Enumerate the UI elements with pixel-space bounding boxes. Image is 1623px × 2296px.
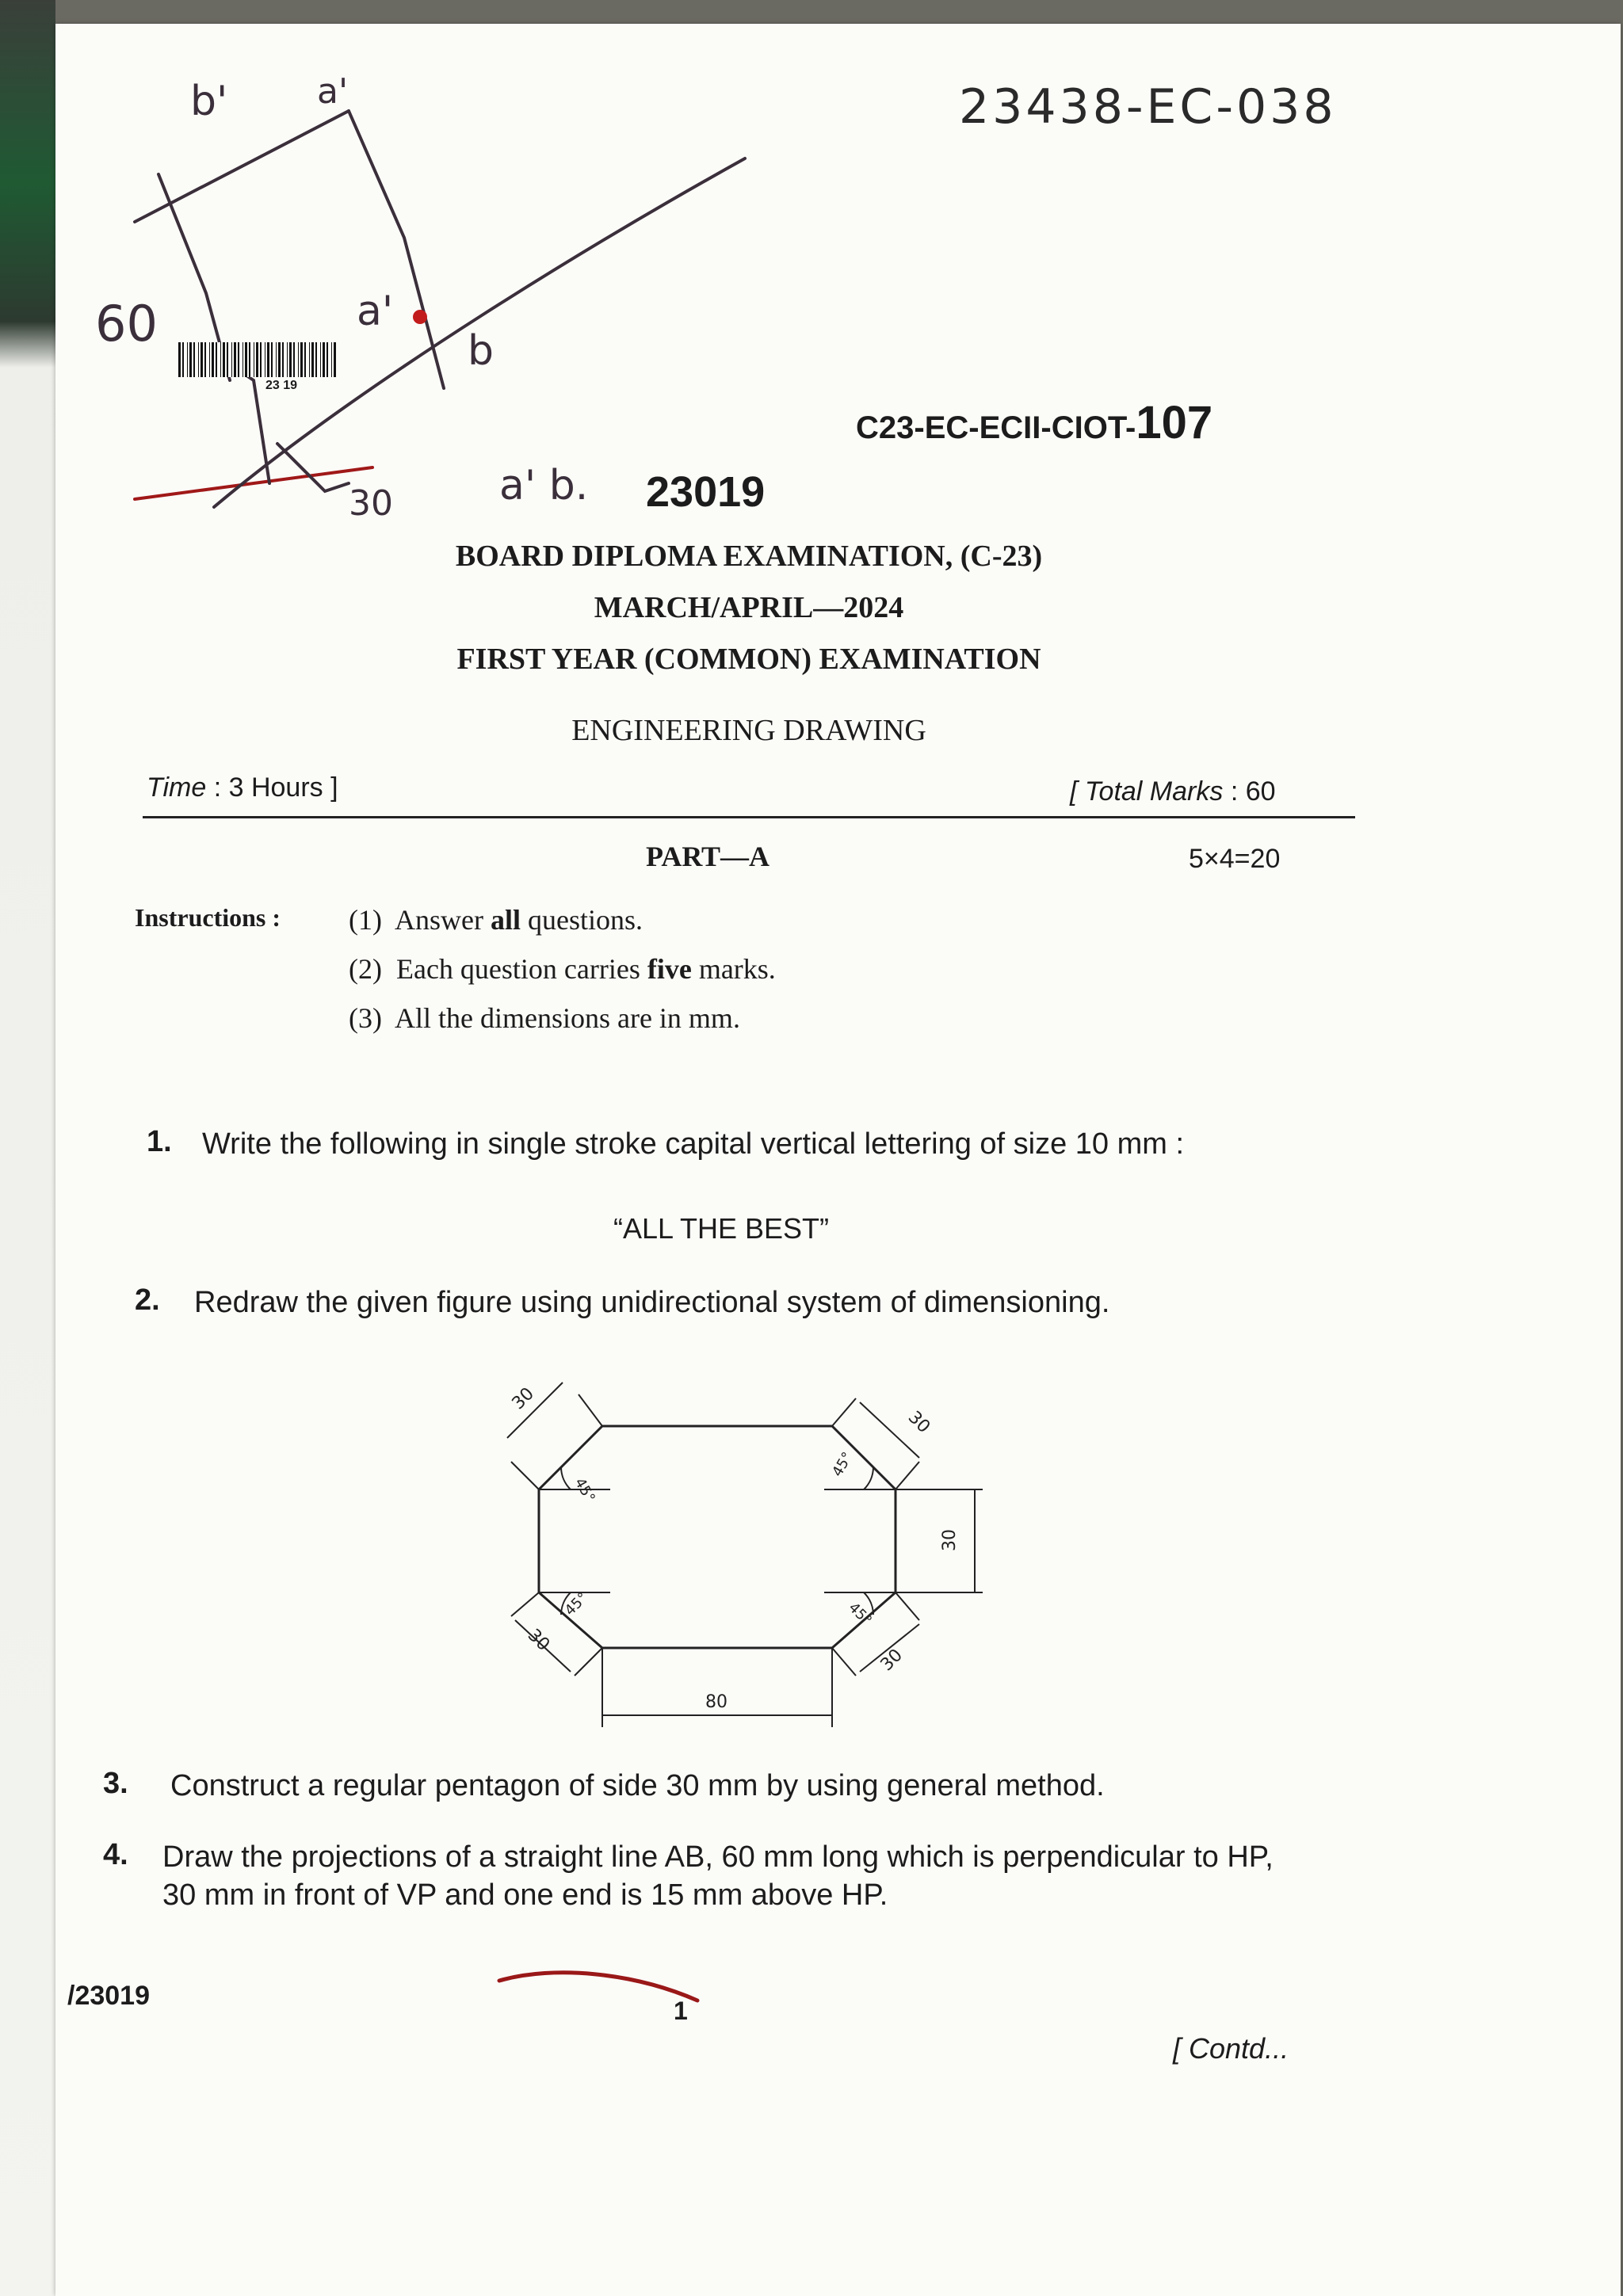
header-rule bbox=[143, 816, 1355, 818]
octagon-figure bbox=[444, 1355, 1046, 1767]
dim-label-bottom-right: 30 bbox=[876, 1645, 907, 1676]
dim-label-bottom-left: 30 bbox=[523, 1625, 554, 1656]
instruction-2-post: marks. bbox=[691, 953, 776, 985]
dim-label-right: 30 bbox=[940, 1529, 960, 1551]
dim-line-top-right bbox=[860, 1402, 919, 1458]
dim-line-top-left bbox=[507, 1383, 563, 1438]
angle-label-top-left: 45° bbox=[571, 1475, 598, 1506]
total-marks bbox=[1070, 776, 1276, 807]
header-line-2: MARCH/APRIL—2024 bbox=[594, 591, 904, 624]
instruction-1-bold: all bbox=[490, 904, 521, 936]
sheet-code-number: 107 bbox=[1136, 397, 1213, 448]
angle-label-top-right: 45° bbox=[829, 1449, 857, 1480]
instruction-1-post: questions. bbox=[521, 904, 643, 936]
sketch-line-small bbox=[277, 444, 349, 491]
footer-code: /23019 bbox=[67, 1981, 150, 2011]
instruction-2 bbox=[349, 952, 776, 986]
sketch-label-a-b: a' b. bbox=[499, 462, 589, 509]
question-4-number: 4. bbox=[103, 1838, 128, 1871]
question-2-number: 2. bbox=[135, 1283, 160, 1317]
part-marks: 5×4=20 bbox=[1189, 844, 1281, 874]
time-label: Time bbox=[147, 772, 207, 803]
sketch-point bbox=[413, 310, 427, 324]
instructions-label: Instructions : bbox=[135, 903, 281, 932]
time-info bbox=[147, 772, 338, 803]
sketch-label-60: 60 bbox=[95, 295, 158, 353]
instruction-3 bbox=[349, 1001, 740, 1035]
total-marks-label: [ Total Marks bbox=[1070, 776, 1224, 807]
barcode-number: 23 19 bbox=[265, 379, 298, 392]
question-1-number: 1. bbox=[147, 1125, 172, 1158]
sketch-label-a-prime-2: a' bbox=[357, 288, 394, 335]
sheet-code-prefix: C23-EC-ECII-CIOT- bbox=[856, 410, 1136, 445]
instruction-1-num: (1) bbox=[349, 904, 382, 936]
instruction-1 bbox=[349, 903, 643, 936]
barcode bbox=[178, 342, 337, 377]
question-2-text: Redraw the given figure using unidirectional system of dimensioning. bbox=[194, 1286, 1110, 1319]
question-3-number: 3. bbox=[103, 1767, 128, 1800]
header-line-3: FIRST YEAR (COMMON) EXAMINATION bbox=[456, 643, 1041, 676]
sketch-line-xy bbox=[135, 467, 372, 499]
sketch-label-a-prime: a' bbox=[317, 71, 349, 112]
exam-paper-sheet bbox=[55, 24, 1621, 2296]
sketch-line-vert2 bbox=[349, 111, 444, 388]
dim-label-top-left: 30 bbox=[508, 1383, 539, 1414]
instruction-2-num: (2) bbox=[349, 953, 382, 985]
subject-title: ENGINEERING DRAWING bbox=[571, 714, 926, 747]
question-1-text: Write the following in single stroke capital vertical lettering of size 10 mm : bbox=[202, 1127, 1185, 1161]
instruction-3-num: (3) bbox=[349, 1002, 382, 1034]
total-marks-value: : 60 bbox=[1230, 776, 1276, 807]
exam-code: 23019 bbox=[646, 468, 766, 516]
page-number: 1 bbox=[674, 1997, 688, 2025]
sketch-line-diag bbox=[135, 111, 349, 222]
question-3-text: Construct a regular pentagon of side 30 mm by using general method. bbox=[170, 1769, 1105, 1802]
red-pen-stroke bbox=[491, 1957, 745, 2020]
sketch-label-30: 30 bbox=[349, 483, 393, 524]
contd-note: [ Contd... bbox=[1173, 2032, 1289, 2065]
part-title: PART—A bbox=[646, 841, 770, 872]
sheet-code bbox=[856, 396, 1212, 449]
sketch-label-b-prime: b' bbox=[190, 78, 228, 125]
instruction-2-bold: five bbox=[647, 953, 692, 985]
sketch-label-b: b bbox=[468, 327, 495, 375]
time-value: : 3 Hours ] bbox=[213, 772, 338, 803]
page-background-edge bbox=[0, 0, 55, 2296]
angle-label-bottom-right: 45° bbox=[845, 1599, 875, 1630]
instruction-1-pre: Answer bbox=[395, 904, 491, 936]
question-1-quote: “ALL THE BEST” bbox=[613, 1212, 830, 1245]
angle-label-bottom-left: 45° bbox=[561, 1589, 592, 1619]
header-line-1: BOARD DIPLOMA EXAMINATION, (C-23) bbox=[455, 540, 1043, 573]
handwritten-code: 23438-EC-038 bbox=[959, 79, 1337, 135]
instruction-3-pre: All the dimensions are in mm. bbox=[395, 1002, 740, 1034]
dim-label-top-right: 30 bbox=[903, 1407, 934, 1438]
dim-label-bottom: 80 bbox=[705, 1692, 727, 1712]
question-4-text: Draw the projections of a straight line AB, 60 mm long which is perpendicular to HP, 30 mm in front of VP and one end is 15 mm above HP. bbox=[162, 1840, 1274, 1912]
instruction-2-pre: Each question carries bbox=[395, 953, 647, 985]
